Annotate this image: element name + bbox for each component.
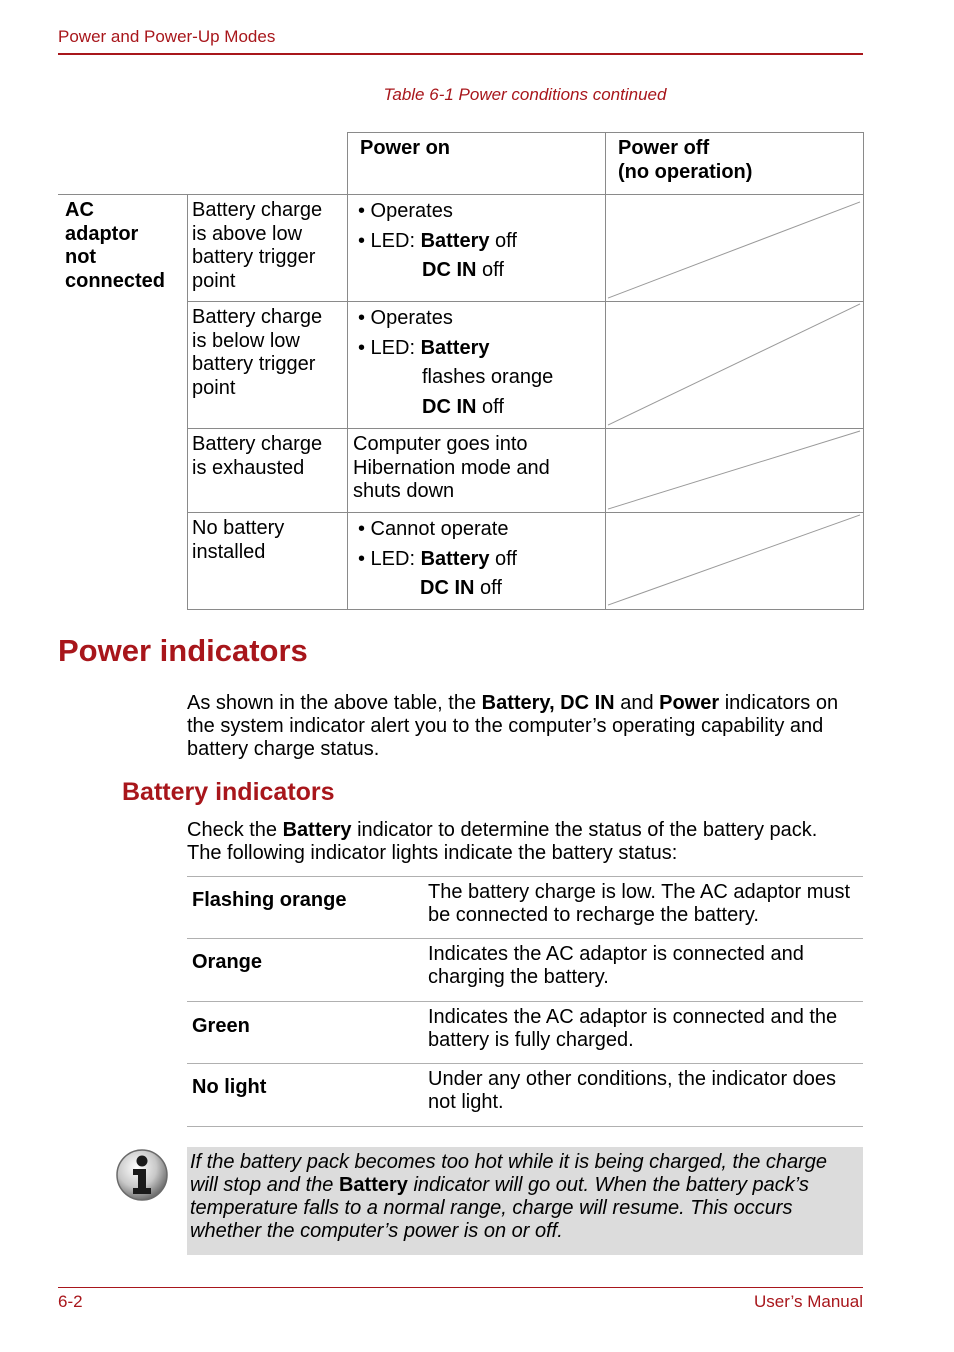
indicator-description: Indicates the AC adaptor is connected and the battery is fully charged. [428, 1006, 838, 1051]
dcin-line: DC IN off [420, 577, 502, 599]
table-row [187, 938, 863, 1000]
table-row [187, 1001, 863, 1063]
table-row [187, 1063, 863, 1127]
led-line: • LED: Battery off [358, 547, 517, 570]
indicator-description: Under any other conditions, the indicator does not light. [428, 1068, 837, 1113]
power-on-cell: • Operates • LED: Battery off DC IN off [347, 194, 605, 301]
diagonal-slash [606, 302, 863, 428]
indicator-label: Green [192, 1015, 250, 1037]
subsection-intro: Check the Battery indicator to determine the status of the battery pack. The following indicator lights indicate the battery status: [187, 819, 823, 864]
diagonal-slash [606, 429, 863, 512]
power-off-cell-empty [605, 428, 864, 512]
power-off-cell-empty [605, 194, 864, 301]
power-on-cell: • Cannot operate • LED: Battery off DC IN off [347, 512, 605, 610]
diagonal-slash [606, 195, 863, 301]
power-on-cell: Computer goes into Hibernation mode and shuts down [347, 428, 605, 512]
column-header-power-on: Power on [347, 132, 605, 194]
header-rule [58, 53, 863, 55]
indicator-label: Flashing orange [192, 889, 347, 911]
led-line: • LED: Battery off [358, 229, 517, 252]
note-box: If the battery pack becomes too hot while it is being charged, the charge will stop and the Battery indicator will go out. When the battery pack’s temperature falls to a normal range, charge will resume. This occurs whether the computer’s power is on or off. [187, 1147, 863, 1255]
condition-cell: Battery charge is below low battery trigger point [187, 301, 347, 428]
condition-cell: No battery installed [187, 512, 347, 610]
power-off-cell-empty [605, 301, 864, 428]
indicator-label: Orange [192, 951, 263, 973]
running-header: Power and Power-Up Modes [58, 27, 276, 46]
dcin-line: DC IN off [422, 395, 504, 418]
power-off-cell-empty [605, 512, 864, 610]
section-title: Power indicators [58, 633, 308, 668]
indicator-description: The battery charge is low. The AC adaptor must be connected to recharge the battery. [428, 881, 851, 926]
condition-cell: Battery charge is above low battery trigger point [187, 194, 347, 301]
footer-rule [58, 1287, 863, 1288]
indicator-description: Indicates the AC adaptor is connected and charging the battery. [428, 943, 804, 988]
diagonal-slash [606, 513, 863, 609]
footer-manual-title: User’s Manual [754, 1292, 863, 1311]
section-intro: As shown in the above table, the Battery, DC IN and Power indicators on the system indicator alert you to the computer’s operating capability and battery charge status. [187, 692, 844, 760]
table-caption: Table 6-1 Power conditions continued [383, 85, 667, 104]
row-group-label: AC adaptor not connected [58, 194, 187, 610]
page-number: 6-2 [58, 1292, 83, 1311]
power-on-cell: • Operates • LED: Battery flashes orange DC IN off [347, 301, 605, 428]
info-icon [115, 1148, 169, 1202]
column-header-power-off: Power off (no operation) [605, 132, 864, 194]
subsection-title: Battery indicators [122, 778, 335, 806]
indicator-label: No light [192, 1076, 267, 1098]
led-line: • LED: Battery [358, 336, 490, 359]
table-row [187, 876, 863, 938]
dcin-line: DC IN off [422, 259, 504, 281]
condition-cell: Battery charge is exhausted [187, 428, 347, 512]
